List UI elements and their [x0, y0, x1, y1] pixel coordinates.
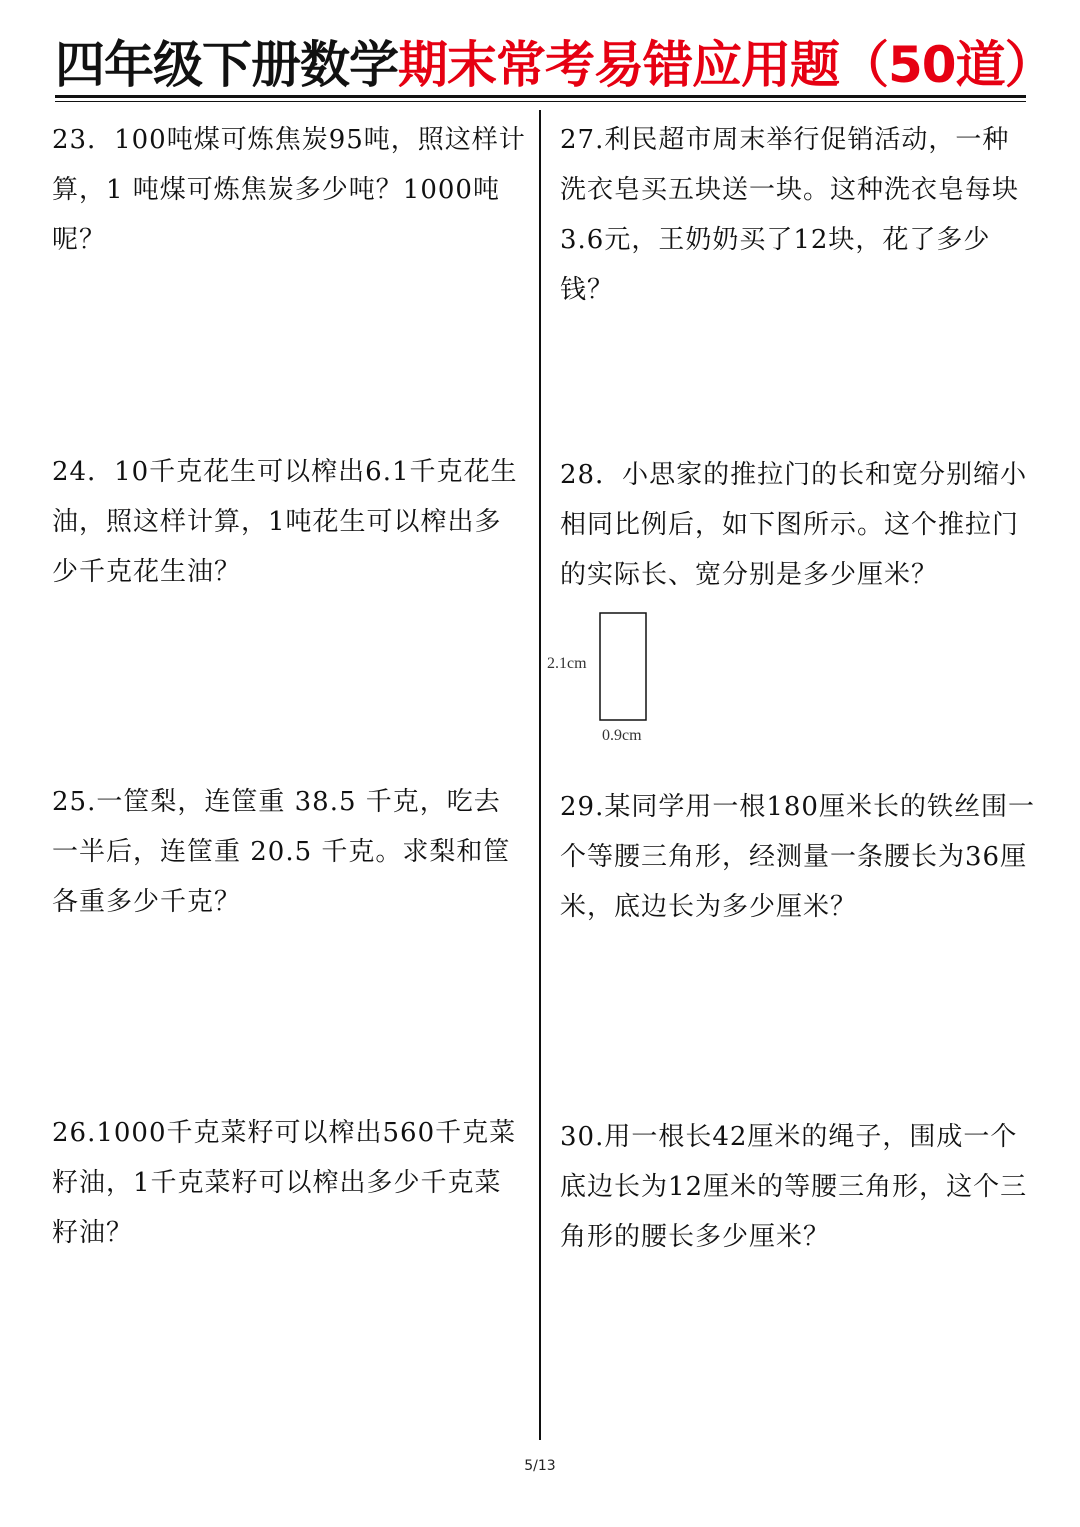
- question-25: 25.一筐梨，连筐重 38.5 千克，吃去一半后，连筐重 20.5 千克。求梨和筐各重多少千克？: [52, 787, 511, 917]
- question-30: 30.用一根长42厘米的绳子，围成一个底边长为12厘米的等腰三角形，这个三角形的腰长多少厘米？: [560, 1122, 1028, 1252]
- question-27: 27.利民超市周末举行促销活动，一种洗衣皂买五块送一块。这种洗衣皂每块3.6元，王奶奶买了12块，花了多少钱？: [560, 125, 1020, 305]
- page-number: 5/13: [524, 1458, 556, 1474]
- title-black-part: 四年级下册数学: [55, 36, 398, 94]
- column-divider: [539, 110, 541, 1440]
- door-height-label: 2.1cm: [547, 655, 587, 672]
- door-diagram: [545, 605, 705, 750]
- question-26: 26.1000千克菜籽可以榨出560千克菜籽油，1千克菜籽可以榨出多少千克菜籽油？: [52, 1118, 517, 1248]
- door-width-label: 0.9cm: [602, 727, 642, 744]
- title-underline-thick: [55, 95, 1026, 98]
- title-red-part: 期末常考易错应用题（50道）: [398, 36, 1054, 94]
- page-title: [55, 30, 1054, 100]
- question-23: 23．100吨煤可炼焦炭95吨，照这样计算，1 吨煤可炼焦炭多少吨？1000吨呢？: [52, 125, 526, 255]
- question-24: 24．10千克花生可以榨出6.1千克花生油，照这样计算，1吨花生可以榨出多少千克花生油？: [52, 457, 518, 587]
- title-underline-thin: [55, 101, 1026, 102]
- question-28: 28．小思家的推拉门的长和宽分别缩小相同比例后，如下图所示。这个推拉门的实际长、宽分别是多少厘米？: [560, 460, 1028, 590]
- question-29: 29.某同学用一根180厘米长的铁丝围一个等腰三角形，经测量一条腰长为36厘米，底边长为多少厘米？: [560, 792, 1035, 922]
- door-rectangle: [600, 613, 646, 720]
